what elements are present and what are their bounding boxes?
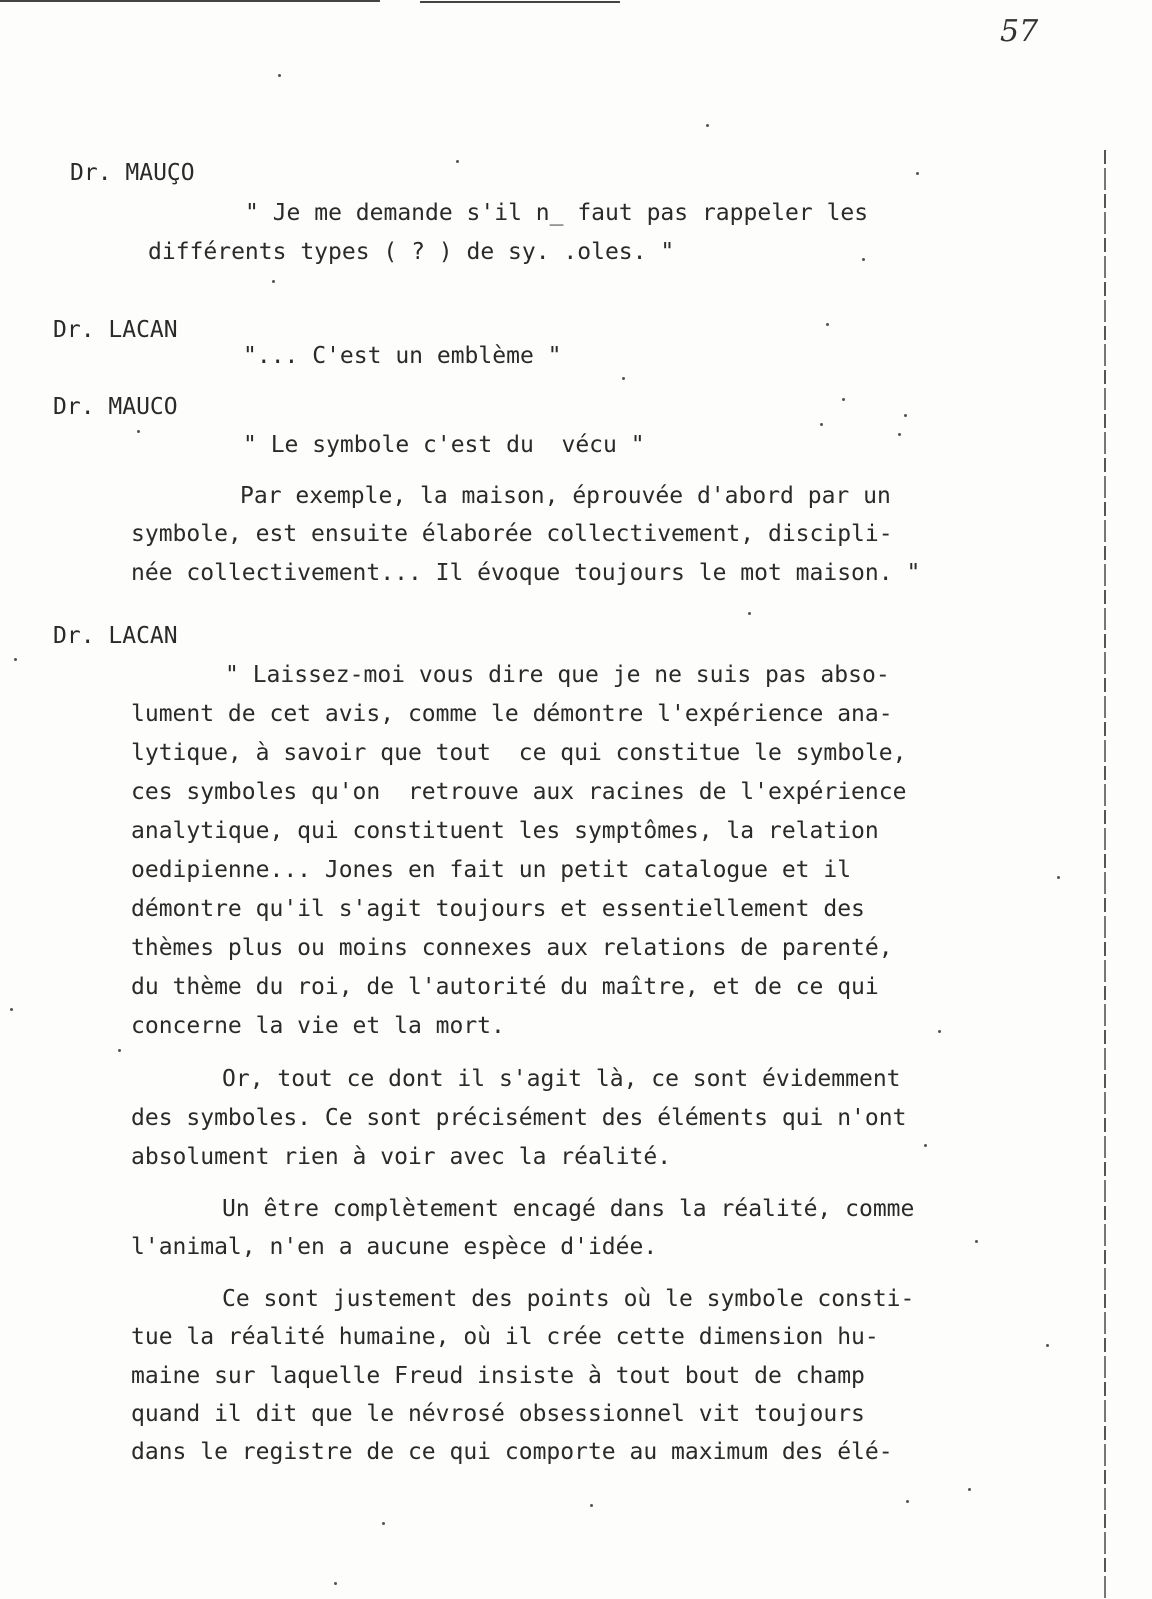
scan-speck — [968, 1488, 971, 1491]
text-line: Par exemple, la maison, éprouvée d'abord par un — [240, 483, 891, 509]
scan-speck — [1046, 1344, 1049, 1347]
scan-speck — [706, 124, 709, 127]
text-line: oedipienne... Jones en fait un petit catalogue et il — [131, 857, 852, 883]
scan-speck — [842, 398, 845, 401]
text-line: " Je me demande s'il n_ faut pas rappeler les — [245, 200, 869, 226]
scan-speck — [906, 1500, 909, 1503]
scan-speck — [975, 1240, 978, 1243]
text-line: ces symboles qu'on retrouve aux racines de l'expérience — [131, 779, 907, 805]
speaker-name: Dr. MAUÇO — [70, 160, 195, 186]
scan-speck — [334, 1582, 337, 1585]
text-line: analytique, qui constituent les symptômes, la relation — [131, 818, 879, 844]
text-line: Or, tout ce dont il s'agit là, ce sont évidemment — [222, 1066, 901, 1092]
text-line: née collectivement... Il évoque toujours le mot maison. " — [131, 560, 921, 586]
scan-speck — [118, 1049, 121, 1052]
scan-speck — [916, 172, 919, 175]
text-line: lytique, à savoir que tout ce qui constitue le symbole, — [131, 740, 907, 766]
text-line: symbole, est ensuite élaborée collectivement, discipli- — [131, 521, 893, 547]
scan-speck — [820, 423, 823, 426]
text-line: " Le symbole c'est du vécu " — [243, 432, 645, 458]
text-line: concerne la vie et la mort. — [131, 1013, 505, 1039]
text-line: "... C'est un emblème " — [243, 343, 562, 369]
scan-speck — [938, 1030, 941, 1033]
text-line: du thème du roi, de l'autorité du maître, et de ce qui — [131, 974, 879, 1000]
scan-speck — [826, 323, 829, 326]
scan-speck — [590, 1504, 593, 1507]
scan-speck — [924, 1144, 927, 1147]
scan-speck — [10, 1008, 13, 1011]
scan-speck — [14, 658, 17, 661]
scan-speck — [862, 258, 865, 261]
scan-speck — [272, 280, 275, 283]
text-line: démontre qu'il s'agit toujours et essentiellement des — [131, 896, 865, 922]
speaker-name: Dr. LACAN — [53, 623, 178, 649]
text-line: maine sur laquelle Freud insiste à tout bout de champ — [131, 1363, 865, 1389]
text-line: " Laissez-moi vous dire que je ne suis pas abso- — [225, 662, 890, 688]
text-line: absolument rien à voir avec la réalité. — [131, 1144, 672, 1170]
scan-speck — [456, 160, 459, 163]
scan-speck — [1057, 876, 1060, 879]
text-line: différents types ( ? ) de sy. .oles. " — [148, 239, 675, 265]
scan-right-edge — [1104, 150, 1106, 1599]
scan-top-border — [0, 0, 380, 2]
page-number: 57 — [1000, 14, 1039, 49]
text-line: dans le registre de ce qui comporte au maximum des élé- — [131, 1439, 893, 1465]
text-line: tue la réalité humaine, où il crée cette dimension hu- — [131, 1324, 879, 1350]
text-line: Ce sont justement des points où le symbole consti- — [222, 1286, 915, 1312]
text-line: Un être complètement encagé dans la réalité, comme — [222, 1196, 915, 1222]
scan-speck — [904, 414, 907, 417]
scan-speck — [622, 377, 625, 380]
scan-top-border — [420, 1, 620, 3]
speaker-name: Dr. MAUCO — [53, 394, 178, 420]
text-line: quand il dit que le névrosé obsessionnel vit toujours — [131, 1401, 865, 1427]
scan-speck — [278, 74, 281, 77]
speaker-name: Dr. LACAN — [53, 317, 178, 343]
scan-speck — [748, 612, 751, 615]
text-line: thèmes plus ou moins connexes aux relations de parenté, — [131, 935, 893, 961]
scan-speck — [898, 433, 901, 436]
text-line: des symboles. Ce sont précisément des éléments qui n'ont — [131, 1105, 907, 1131]
text-line: l'animal, n'en a aucune espèce d'idée. — [131, 1234, 658, 1260]
scan-speck — [382, 1522, 385, 1525]
text-line: lument de cet avis, comme le démontre l'expérience ana- — [131, 701, 893, 727]
scan-speck — [137, 430, 140, 433]
